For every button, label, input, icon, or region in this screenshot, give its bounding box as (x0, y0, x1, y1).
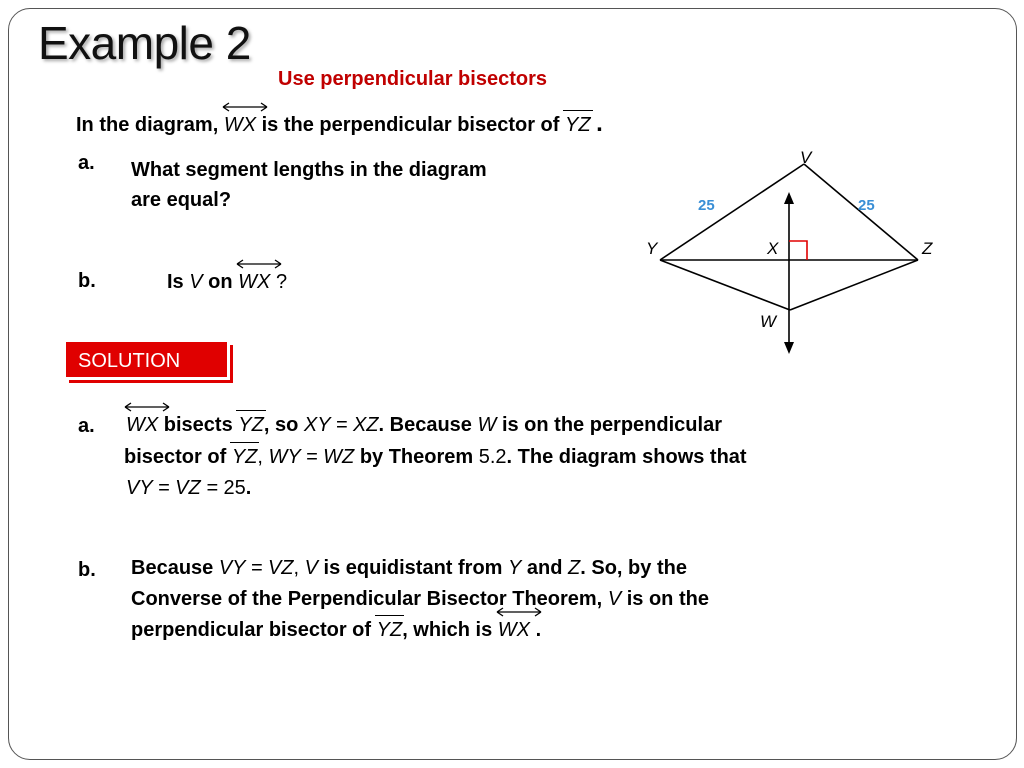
line-wx: WX (238, 271, 270, 294)
solution-a-line-2: bisector of YZ, WY = WZ by Theorem 5.2. The diagram shows that (124, 446, 747, 468)
segment-wz (790, 260, 918, 310)
intro-text-2: is the perpendicular bisector of (261, 114, 560, 136)
right-angle-icon (789, 241, 807, 260)
line-arrow-icon (221, 102, 269, 112)
question-a-line-1: What segment lengths in the diagram (131, 159, 487, 181)
line-arrow-icon (235, 259, 283, 269)
length-vz: 25 (858, 197, 875, 214)
label-y: Y (646, 239, 658, 258)
segment-yz: YZ (565, 114, 591, 136)
segment-yz: YZ (376, 619, 403, 641)
label-v: V (800, 148, 812, 167)
segment-vy (660, 164, 804, 260)
question-b-text (167, 271, 287, 294)
solution-a-line-1: WX bisects YZ, so XY = XZ. Because W is on the perpendicular (126, 414, 722, 437)
segment-yz: YZ (238, 414, 264, 436)
line-wx: WX (498, 619, 530, 642)
length-vy: 25 (698, 197, 715, 214)
geometry-diagram (630, 140, 950, 362)
line-wx: WX (224, 114, 256, 137)
question-a-label: a. (78, 152, 95, 174)
line-arrow-icon (495, 607, 543, 617)
line-wx: WX (126, 414, 158, 437)
segment-wy (660, 260, 790, 310)
solution-b-label: b. (78, 559, 96, 581)
label-x: X (767, 239, 779, 258)
arrow-down-icon (784, 342, 794, 354)
intro-text-1: In the diagram, (76, 114, 219, 136)
solution-badge: SOLUTION (66, 342, 230, 380)
solution-b-line-1: Because VY = VZ, V is equidistant from Y and Z. So, by the (131, 557, 687, 579)
question-b-text-3: ? (275, 271, 288, 293)
question-b-var-v: V (189, 271, 203, 293)
slide-title: Example 2 (38, 17, 251, 69)
question-b-text-1: Is (167, 271, 184, 293)
solution-b-line-2: Converse of the Perpendicular Bisector Theorem, V is on the (131, 588, 709, 610)
solution-a-label: a. (78, 415, 95, 437)
question-a-text (131, 155, 487, 215)
question-b-label: b. (78, 270, 96, 292)
solution-a-line-3: VY = VZ = 25. (126, 477, 252, 499)
segment-yz: YZ (231, 446, 258, 468)
line-arrow-icon (123, 402, 171, 412)
label-z: Z (922, 239, 933, 258)
question-b-text-2: on (208, 271, 233, 293)
intro-period: . (596, 110, 603, 137)
solution-b-line-3: perpendicular bisector of YZ, which is WX . (131, 619, 541, 642)
arrow-up-icon (784, 192, 794, 204)
question-a-line-2: are equal? (131, 189, 232, 211)
slide-subtitle: Use perpendicular bisectors (278, 68, 547, 90)
label-w: W (760, 312, 777, 331)
intro-line (76, 110, 603, 138)
